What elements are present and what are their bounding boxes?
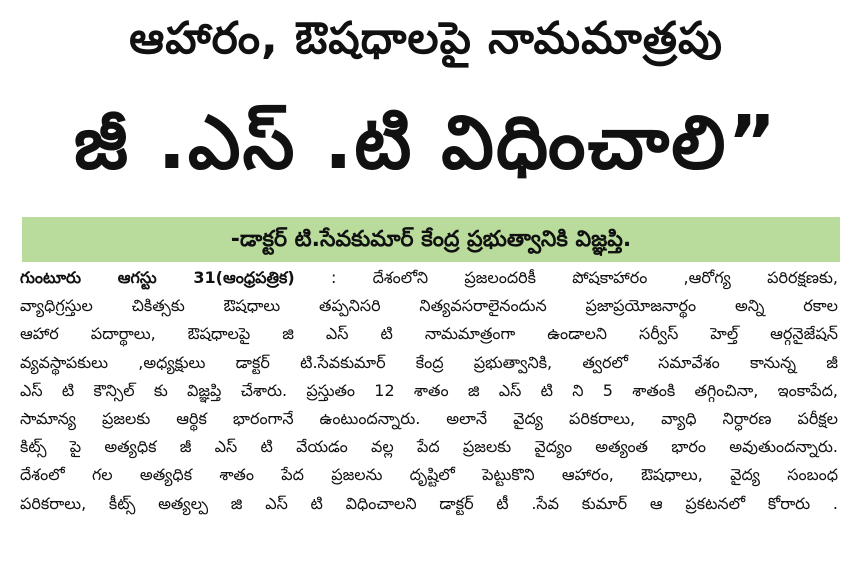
body-line: పరికరాలు, కీట్స్ అత్యల్ప జి ఎస్ టి విధించాలని డాక్టర్ టీ .సేవ కుమార్ ఆ ప్రకటనలో కోరారు . bbox=[20, 493, 838, 513]
subheadline: -డాక్టర్ టి.సేవకుమార్ కేంద్ర ప్రభుత్వానికి విజ్ఞప్తి. bbox=[230, 227, 632, 252]
body-line bbox=[20, 264, 838, 292]
body-line: సామాన్య ప్రజలకు ఆర్థిక భారంగానే ఉంటుందన్నారు. అలానే వైద్య పరికరాలు, వ్యాధి నిర్ధారణ పరీక్షల bbox=[20, 408, 838, 428]
dateline: గుంటూరు ఆగస్టు 31(ఆంధ్రపత్రిక) bbox=[20, 268, 295, 287]
body-line-text: : దేశంలోని ప్రజలందరికీ పోషకాహారం ,ఆరోగ్య పరిరక్షణకు, bbox=[294, 268, 838, 287]
body-line: వ్యాధిగ్రస్తుల చికిత్సకు ఔషధాలు తప్పనిసరి నిత్యవసరాలైనందున ప్రజాప్రయోజనార్థం అన్ని రకాల bbox=[20, 296, 838, 316]
body-line: దేశంలో గల అత్యధిక శాతం పేద ప్రజలను దృష్టిలో పెట్టుకొని ఆహారం, ఔషధాలు, వైద్య సంబంధ bbox=[20, 465, 838, 485]
body-line: ఆహార పదార్థాలు, ఔషధాలపై జి ఎస్ టి నామమాత్రంగా ఉండాలని సర్వీస్ హెల్త్ ఆర్గనైజేషన్ bbox=[20, 324, 838, 344]
headline-line-1: ఆహారం, ఔషధాలపై నామమాత్రపు bbox=[129, 13, 723, 64]
subheadline-banner bbox=[22, 217, 840, 262]
body-line: వ్యవస్థాపకులు ,అధ్యక్షులు డాక్టర్ టి.సేవకుమార్ కేంద్ర ప్రభుత్వానికి, త్వరలో సమావేశం కానున్న జీ bbox=[20, 352, 838, 372]
body-line: కిట్స్ పై అత్యధిక జీ ఎస్ టి వేయడం వల్ల పేద ప్రజలకు వైద్యం అత్యంత భారం అవుతుందన్నారు. bbox=[20, 437, 838, 457]
body-line: ఎస్ టి కౌన్సిల్ కు విజ్ఞప్తి చేశారు. ప్రస్తుతం 12 శాతం జి ఎస్ టి ని 5 శాతంకి తగ్గించినా, ఇంకాపేద, bbox=[20, 380, 838, 400]
article-body bbox=[20, 264, 838, 518]
headline-line-2: జీ .ఎస్ .టి విధించాలి” bbox=[73, 100, 779, 186]
